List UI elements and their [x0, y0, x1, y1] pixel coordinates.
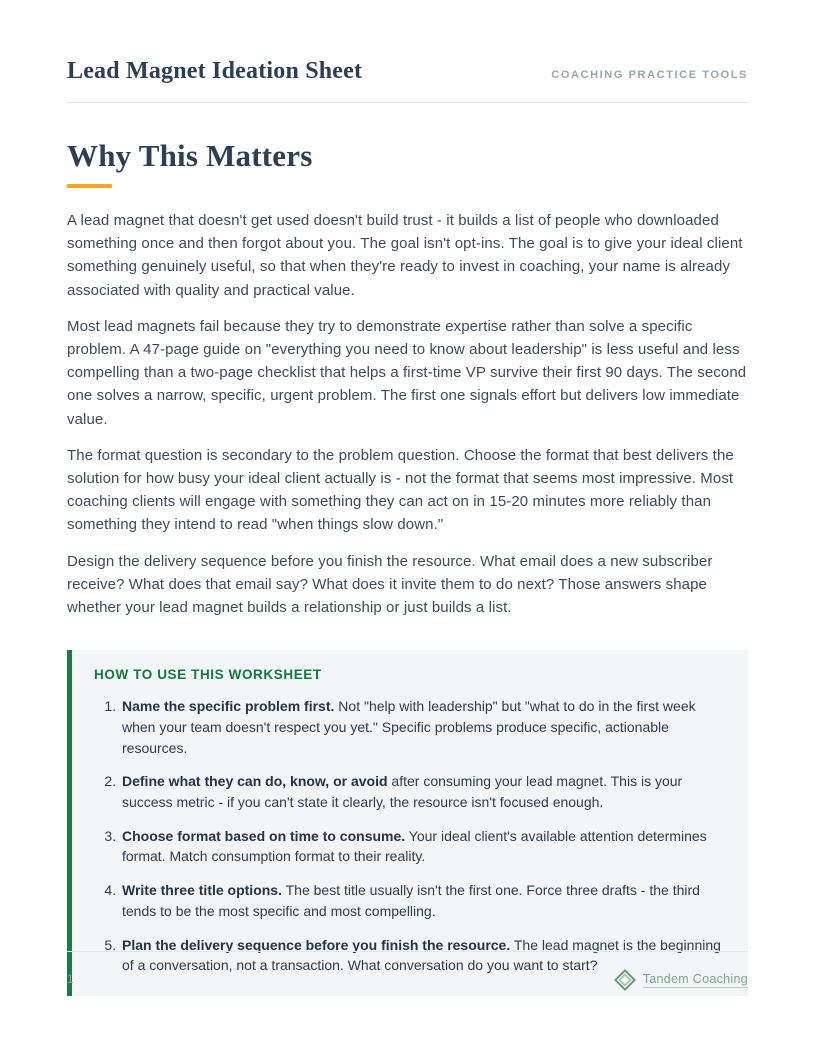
list-item-text: The best title usually isn't the first one. Force three drafts - the third tends to be the most specific and most compelling.	[122, 882, 700, 919]
tandem-diamond-icon	[614, 969, 636, 991]
document-title: Lead Magnet Ideation Sheet	[67, 58, 363, 84]
paragraph: Most lead magnets fail because they try to demonstrate expertise rather than solve a specific problem. A 47-page guide on "everything you need to know about leadership" is less useful and less compelling than a two-page checklist that helps a first-time VP survive their first 90 days. The second one solves a narrow, specific, urgent problem. The first one signals effort but delivers low immediate value.	[67, 317, 747, 428]
accent-underline	[67, 184, 112, 188]
list-item-lead: Choose format based on time to consume.	[122, 827, 406, 844]
document-header	[67, 58, 748, 85]
document-eyebrow: COACHING PRACTICE TOOLS	[551, 69, 748, 81]
paragraph: The format question is secondary to the problem question. Choose the format that best delivers the solution for how busy your ideal client actually is - not the format that seems most impressive. Most coaching clients will engage with something they can act on in 15-20 minutes more reliably than something they intend to read "when things slow down."	[67, 446, 734, 534]
callout-title: HOW TO USE THIS WORKSHEET	[94, 667, 322, 683]
header-divider	[67, 102, 748, 103]
list-item	[120, 696, 726, 758]
how-to-use-callout	[67, 650, 748, 996]
list-item-text: after consuming your lead magnet. This is your success metric - if you can't state it clearly, the resource isn't focused enough.	[122, 773, 683, 811]
list-item-lead: Define what they can do, know, or avoid	[122, 773, 388, 790]
paragraph: A lead magnet that doesn't get used doesn't build trust - it builds a list of people who downloaded something once and then forgot about you. The goal isn't opt-ins. The goal is to give your ideal client something genuinely useful, so that when they're ready to invest in coaching, your name is already associated with quality and practical value.	[67, 212, 743, 299]
section-heading: Why This Matters	[67, 138, 313, 173]
document-footer	[67, 951, 748, 991]
list-item	[120, 826, 726, 867]
page-number: 1	[67, 974, 74, 986]
list-item-text: Not "help with leadership" but "what to do in the first week when your team doesn't respect you yet." Specific problems produce specific, actionable resources.	[122, 698, 696, 756]
list-item-lead: Write three title options.	[122, 882, 282, 899]
list-item-lead: Plan the delivery sequence before you finish the resource.	[122, 936, 511, 953]
list-item	[120, 880, 726, 921]
list-item-text: Your ideal client's available attention determines format. Match consumption format to their reality.	[122, 827, 707, 865]
footer-divider	[67, 951, 748, 952]
list-item	[120, 771, 726, 812]
paragraph: Design the delivery sequence before you finish the resource. What email does a new subscriber receive? What does that email say? What does it invite them to do next? Those answers shape whether your lead magnet builds a relationship or just builds a list.	[67, 552, 713, 617]
callout-list	[94, 696, 726, 976]
brand-name: Tandem Coaching	[642, 972, 748, 986]
list-item-lead: Name the specific problem first.	[122, 698, 335, 715]
body-copy	[67, 209, 748, 619]
list-item-text: The lead magnet is the beginning of a conversation, not a transaction. What conversation do you want to start?	[122, 936, 721, 974]
brand-link[interactable]	[614, 969, 748, 991]
